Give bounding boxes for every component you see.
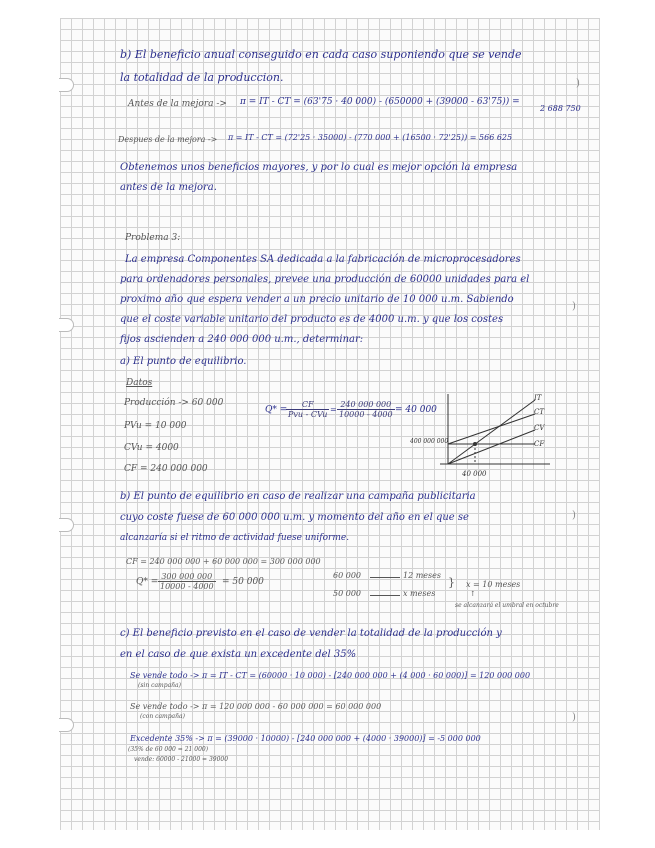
problem-title: Problema 3: xyxy=(125,233,181,243)
rule-dash xyxy=(370,595,400,596)
antes-formula: π = IT - CT = (63'75 · 40 000) - (650000 + (39000 - 63'75)) = xyxy=(240,97,520,107)
page-curl-mark: ) xyxy=(572,712,576,723)
despues-formula: π = IT - CT = (72'25 · 35000) - (770 000 + (16500 · 72'25)) = 566 625 xyxy=(228,133,513,142)
fraction-numerator: CF xyxy=(286,400,329,410)
q-star-fraction-values xyxy=(337,400,395,419)
conclusion-line-1: Obtenemos unos beneficios mayores, y por lo cual es mejor opción la empresa xyxy=(120,162,518,173)
binder-hole xyxy=(59,318,74,332)
part-b-line-2: cuyo coste fuese de 60 000 000 u.m. y momento del año en el que se xyxy=(120,512,469,523)
part-c-line-1: c) El beneficio previsto en el caso de vender la totalidad de la producción y xyxy=(120,628,502,639)
graph-x-tick: 40 000 xyxy=(462,470,487,478)
rule-result: x = 10 meses xyxy=(466,580,521,589)
q2-fraction xyxy=(158,572,216,591)
section-b-title: b) El beneficio anual conseguido en cada caso suponiendo que se vende xyxy=(120,48,522,61)
datos-item: Producción -> 60 000 xyxy=(124,398,224,408)
arrow-up-icon: ↑ xyxy=(470,590,476,598)
fraction-denominator: Pvu - CVu xyxy=(288,410,328,419)
page-curl-mark: ) xyxy=(572,510,576,521)
brace: } xyxy=(448,576,455,589)
datos-item: CVu = 4000 xyxy=(124,443,179,453)
rule-row2-a: 50 000 xyxy=(333,589,361,598)
graph-label-cv: CV xyxy=(534,424,545,432)
datos-heading: Datos xyxy=(126,378,153,388)
c-line-2-sub: (con campaña) xyxy=(140,713,185,720)
graph-label-cf: CF xyxy=(534,440,545,448)
c-line-3-sub-1: (35% de 60 000 = 21 000) xyxy=(128,746,209,753)
graph-label-ct: CT xyxy=(534,408,545,416)
part-c-line-2: en el caso de que exista un excedente del 35% xyxy=(120,649,357,660)
datos-item: PVu = 10 000 xyxy=(124,421,187,431)
despues-label: Despues de la mejora -> xyxy=(118,135,218,144)
q-star-fraction-symbolic xyxy=(286,400,329,419)
equals-sign: = xyxy=(330,405,337,414)
c-line-1: Se vende todo -> π = IT - CT = (60000 · 10 000) - [240 000 000 + (4 000 · 60 000)] = 120 000 000 xyxy=(130,671,531,680)
conclusion-line-2: antes de la mejora. xyxy=(120,182,217,193)
rule-row2-b: x meses xyxy=(403,589,436,598)
rule-note: se alcanzará el umbral en octubre xyxy=(455,602,559,609)
antes-label: Antes de la mejora -> xyxy=(128,99,227,109)
problem-line: que el coste variable unitario del producto es de 4000 u.m. y que los costes xyxy=(120,314,504,325)
part-a-title: a) El punto de equilibrio. xyxy=(120,356,247,367)
q2-label: Q* = xyxy=(136,577,159,587)
c-line-2: Se vende todo -> π = 120 000 000 - 60 000 000 = 60 000 000 xyxy=(130,702,382,711)
q-star-result: = 40 000 xyxy=(395,405,437,415)
ct-line xyxy=(448,414,535,444)
part-b-line-3: alcanzaría si el ritmo de actividad fuese uniforme. xyxy=(120,533,350,543)
problem-line: La empresa Componentes SA dedicada a la fabricación de microprocesadores xyxy=(125,254,521,265)
part-b-line-1: b) El punto de equilibrio en caso de realizar una campaña publicitaria xyxy=(120,491,476,502)
c-line-1-sub: (sin campaña) xyxy=(138,682,181,689)
problem-line: proximo año que espera vender a un precio unitario de 10 000 u.m. Sabiendo xyxy=(120,294,514,305)
graph-label-it: IT xyxy=(534,394,542,402)
problem-line: fijos ascienden a 240 000 000 u.m., determinar: xyxy=(120,334,364,345)
c-line-3-sub-2: vende: 60000 - 21000 = 39000 xyxy=(134,756,229,763)
q2-result: = 50 000 xyxy=(222,577,264,587)
rule-row1-b: 12 meses xyxy=(403,571,441,580)
problem-line: para ordenadores personales, prevee una producción de 60000 unidades para el xyxy=(120,274,530,285)
page-curl-mark: ) xyxy=(576,78,580,89)
equilibrium-point xyxy=(473,442,477,446)
break-even-graph xyxy=(420,392,560,477)
page-curl-mark: ) xyxy=(572,301,576,312)
q-star-label: Q* = xyxy=(265,405,288,415)
binder-hole xyxy=(59,518,74,532)
c-line-3: Excedente 35% -> π = (39000 · 10000) - [240 000 000 + (4000 · 39000)] = -5 000 000 xyxy=(130,734,481,743)
rule-row1-a: 60 000 xyxy=(333,571,361,580)
fraction-denominator: 10000 - 4000 xyxy=(339,410,393,419)
antes-result: 2 688 750 xyxy=(540,104,581,113)
it-line xyxy=(448,400,535,464)
binder-hole xyxy=(59,718,74,732)
binder-hole xyxy=(59,78,74,92)
graph-y-tick: 400 000 000 xyxy=(410,438,449,445)
cf-new-calc: CF = 240 000 000 + 60 000 000 = 300 000 000 xyxy=(126,557,321,566)
cv-line xyxy=(448,430,535,464)
fraction-numerator: 240 000 000 xyxy=(337,400,395,410)
datos-item: CF = 240 000 000 xyxy=(124,464,208,474)
section-b-title-continued: la totalidad de la produccion. xyxy=(120,71,284,84)
fraction-numerator: 300 000 000 xyxy=(158,572,216,582)
rule-dash xyxy=(370,577,400,578)
fraction-denominator: 10000 - 4000 xyxy=(160,582,214,591)
